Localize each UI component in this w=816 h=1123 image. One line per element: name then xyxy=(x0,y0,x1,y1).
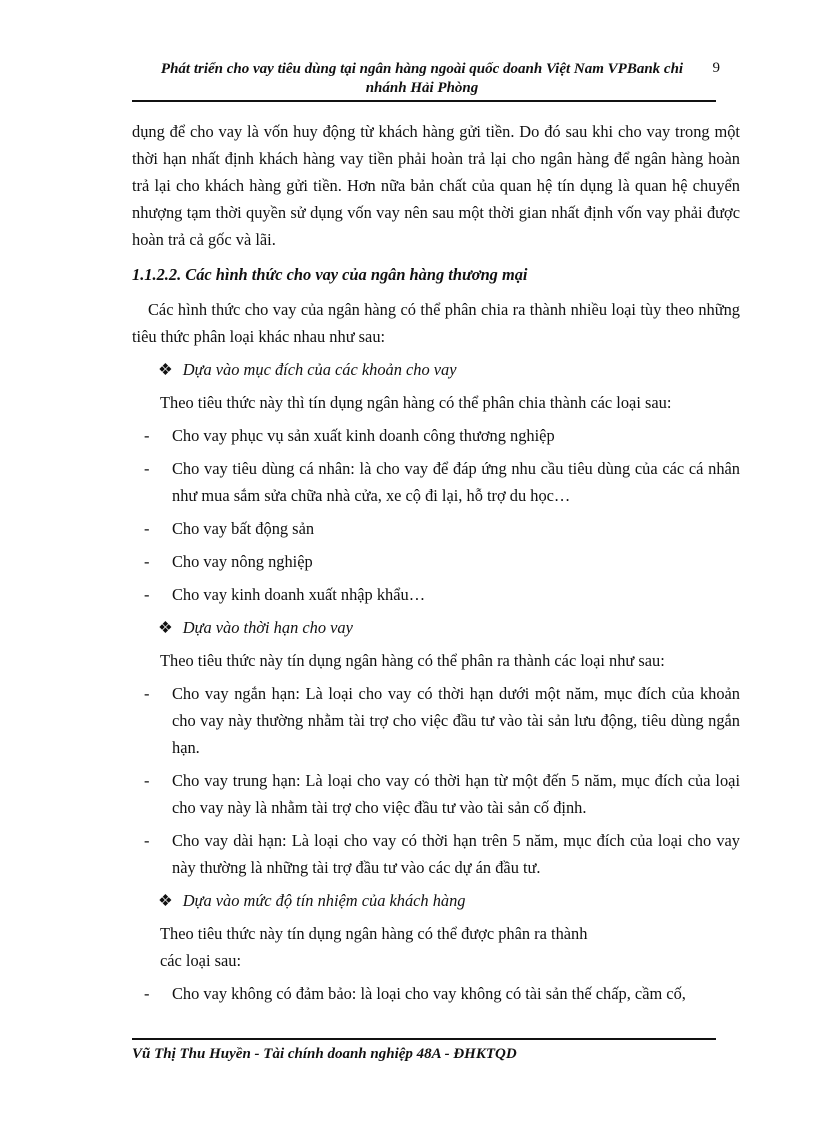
criterion-title: Dựa vào thời hạn cho vay xyxy=(182,618,353,637)
criterion-lead: Theo tiêu thức này tín dụng ngân hàng có thể được phân ra thành xyxy=(160,924,588,943)
diamond-bullet-icon: ❖ xyxy=(158,891,173,910)
list-item: - Cho vay tiêu dùng cá nhân: là cho vay để đáp ứng nhu cầu tiêu dùng của các cá nhân như mua sắm sửa chữa nhà cửa, xe cộ đi lại, hỗ trợ du học… xyxy=(144,459,740,505)
list-item: - Cho vay bất động sản xyxy=(144,519,315,538)
criterion-lead-continued: các loại sau: xyxy=(160,951,242,970)
paragraph-continuation: dụng để cho vay là vốn huy động từ khách hàng gửi tiền. Do đó sau khi cho vay trong một thời hạn nhất định khách hàng vay tiền phải hoàn trả lại cho ngân hàng để ngân hàng hoàn trả lại cho khách hàng gửi tiền. Hơn nữa bản chất của quan hệ tín dụng là quan hệ chuyển nhượng tạm thời quyền sử dụng vốn vay nên sau một thời gian nhất định vốn vay phải được hoàn trả cả gốc và lãi. xyxy=(132,122,740,249)
diamond-bullet-icon: ❖ xyxy=(158,618,173,637)
diamond-bullet-icon: ❖ xyxy=(158,360,173,379)
page-footer: Vũ Thị Thu Huyền - Tài chính doanh nghiệp 48A - ĐHKTQD xyxy=(132,1046,517,1062)
criterion-title: Dựa vào mục đích của các khoản cho vay xyxy=(182,360,457,379)
header-rule xyxy=(132,100,716,102)
page-header xyxy=(132,60,720,98)
criterion-lead: Theo tiêu thức này tín dụng ngân hàng có thể phân ra thành các loại như sau: xyxy=(160,651,665,670)
page-number: 9 xyxy=(712,60,720,76)
criterion-credibility xyxy=(158,887,740,914)
list-item: - Cho vay ngắn hạn: Là loại cho vay có thời hạn dưới một năm, mục đích của khoản cho vay này thường nhằm tài trợ cho việc đầu tư vào tài sản lưu động, tiêu dùng ngắn hạn. xyxy=(144,684,740,757)
criterion-title: Dựa vào mức độ tín nhiệm của khách hàng xyxy=(182,891,466,910)
list-item: - Cho vay không có đảm bảo: là loại cho vay không có tài sản thế chấp, cầm cố, xyxy=(144,984,686,1003)
document-body xyxy=(132,118,740,1013)
list-item: - Cho vay dài hạn: Là loại cho vay có thời hạn trên 5 năm, mục đích của loại cho vay này thường là những tài trợ đầu tư vào các dự án đầu tư. xyxy=(144,831,740,877)
list-item: - Cho vay phục vụ sản xuất kinh doanh công thương nghiệp xyxy=(144,426,555,445)
list-item: - Cho vay kinh doanh xuất nhập khẩu… xyxy=(144,585,426,604)
criterion-lead: Theo tiêu thức này thì tín dụng ngân hàng có thể phân chia thành các loại sau: xyxy=(160,393,672,412)
intro-paragraph: Các hình thức cho vay của ngân hàng có thể phân chia ra thành nhiều loại tùy theo những tiêu thức phân loại khác nhau như sau: xyxy=(132,300,740,346)
list-item: - Cho vay nông nghiệp xyxy=(144,552,313,571)
footer-rule xyxy=(132,1038,716,1040)
header-title: Phát triển cho vay tiêu dùng tại ngân hàng ngoài quốc doanh Việt Nam VPBank chi nhánh Hải Phòng xyxy=(160,61,684,96)
criterion-term xyxy=(158,614,740,641)
list-item: - Cho vay trung hạn: Là loại cho vay có thời hạn từ một đến 5 năm, mục đích của loại cho vay này là nhằm tài trợ cho việc đầu tư vào tài sản cố định. xyxy=(144,771,740,817)
section-heading: 1.1.2.2. Các hình thức cho vay của ngân hàng thương mại xyxy=(132,265,528,284)
criterion-purpose xyxy=(158,356,740,383)
